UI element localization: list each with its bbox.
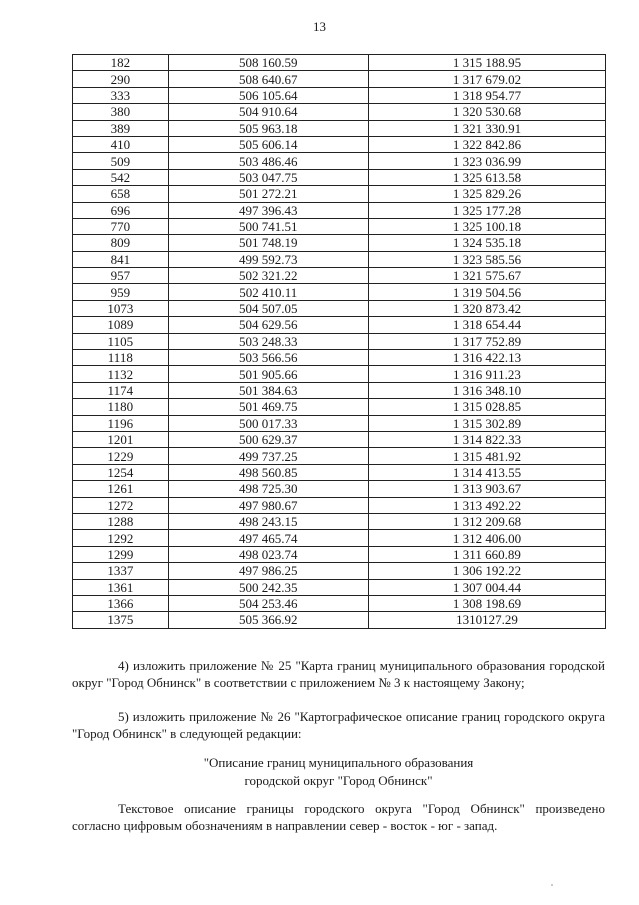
- y-coordinate-cell: 1 325 829.26: [368, 186, 605, 202]
- x-coordinate-cell: 505 366.92: [168, 612, 368, 628]
- point-number-cell: 1375: [73, 612, 169, 628]
- point-number-cell: 1229: [73, 448, 169, 464]
- table-row: [73, 563, 606, 579]
- x-coordinate-cell: 505 606.14: [168, 136, 368, 152]
- point-number-cell: 1366: [73, 595, 169, 611]
- x-coordinate-cell: 497 396.43: [168, 202, 368, 218]
- x-coordinate-cell: 503 566.56: [168, 350, 368, 366]
- table-row: [73, 169, 606, 185]
- y-coordinate-cell: 1 318 954.77: [368, 87, 605, 103]
- y-coordinate-cell: 1 317 679.02: [368, 71, 605, 87]
- x-coordinate-cell: 503 047.75: [168, 169, 368, 185]
- x-coordinate-cell: 504 629.56: [168, 317, 368, 333]
- table-row: [73, 136, 606, 152]
- table-row: [73, 595, 606, 611]
- point-number-cell: 841: [73, 251, 169, 267]
- coordinates-table-body: [73, 55, 606, 629]
- y-coordinate-cell: 1 321 575.67: [368, 268, 605, 284]
- scan-speck: [551, 884, 553, 886]
- table-row: [73, 612, 606, 628]
- table-row: [73, 104, 606, 120]
- x-coordinate-cell: 506 105.64: [168, 87, 368, 103]
- point-number-cell: 1174: [73, 382, 169, 398]
- point-number-cell: 1299: [73, 546, 169, 562]
- point-number-cell: 1254: [73, 464, 169, 480]
- x-coordinate-cell: 501 384.63: [168, 382, 368, 398]
- x-coordinate-cell: 500 017.33: [168, 415, 368, 431]
- table-row: [73, 350, 606, 366]
- y-coordinate-cell: 1 315 302.89: [368, 415, 605, 431]
- point-number-cell: 1180: [73, 399, 169, 415]
- y-coordinate-cell: 1 315 188.95: [368, 55, 605, 71]
- x-coordinate-cell: 500 242.35: [168, 579, 368, 595]
- y-coordinate-cell: 1 306 192.22: [368, 563, 605, 579]
- x-coordinate-cell: 502 410.11: [168, 284, 368, 300]
- y-coordinate-cell: 1 320 873.42: [368, 300, 605, 316]
- table-row: [73, 333, 606, 349]
- table-row: [73, 464, 606, 480]
- point-number-cell: 696: [73, 202, 169, 218]
- x-coordinate-cell: 501 272.21: [168, 186, 368, 202]
- point-number-cell: 809: [73, 235, 169, 251]
- x-coordinate-cell: 497 465.74: [168, 530, 368, 546]
- point-number-cell: 770: [73, 218, 169, 234]
- y-coordinate-cell: 1 323 036.99: [368, 153, 605, 169]
- point-number-cell: 389: [73, 120, 169, 136]
- y-coordinate-cell: 1 316 422.13: [368, 350, 605, 366]
- point-number-cell: 1361: [73, 579, 169, 595]
- y-coordinate-cell: 1 325 613.58: [368, 169, 605, 185]
- table-row: [73, 431, 606, 447]
- table-row: [73, 497, 606, 513]
- table-row: [73, 513, 606, 529]
- point-number-cell: 1118: [73, 350, 169, 366]
- table-row: [73, 382, 606, 398]
- y-coordinate-cell: 1 308 198.69: [368, 595, 605, 611]
- x-coordinate-cell: 503 486.46: [168, 153, 368, 169]
- y-coordinate-cell: 1 319 504.56: [368, 284, 605, 300]
- table-row: [73, 317, 606, 333]
- x-coordinate-cell: 504 507.05: [168, 300, 368, 316]
- point-number-cell: 542: [73, 169, 169, 185]
- point-number-cell: 182: [73, 55, 169, 71]
- x-coordinate-cell: 508 160.59: [168, 55, 368, 71]
- point-number-cell: 1073: [73, 300, 169, 316]
- table-row: [73, 481, 606, 497]
- table-row: [73, 153, 606, 169]
- table-row: [73, 218, 606, 234]
- x-coordinate-cell: 500 629.37: [168, 431, 368, 447]
- point-number-cell: 1105: [73, 333, 169, 349]
- description-text: Текстовое описание границы городского округа "Город Обнинск" произведено согласно цифровым обозначениям в направлении север - восток - юг - запад.: [72, 801, 605, 833]
- amendment-item-4: [72, 657, 605, 691]
- y-coordinate-cell: 1 313 903.67: [368, 481, 605, 497]
- table-row: [73, 71, 606, 87]
- y-coordinate-cell: 1 323 585.56: [368, 251, 605, 267]
- description-paragraph: [72, 800, 605, 834]
- table-row: [73, 87, 606, 103]
- x-coordinate-cell: 501 905.66: [168, 366, 368, 382]
- table-row: [73, 251, 606, 267]
- x-coordinate-cell: 504 910.64: [168, 104, 368, 120]
- x-coordinate-cell: 505 963.18: [168, 120, 368, 136]
- section-title: [72, 754, 605, 790]
- item-5-text: 5) изложить приложение № 26 "Картографическое описание границ городского округа "Город Обнинск" в следующей редакции:: [72, 709, 605, 741]
- point-number-cell: 1337: [73, 563, 169, 579]
- table-row: [73, 186, 606, 202]
- y-coordinate-cell: 1 313 492.22: [368, 497, 605, 513]
- y-coordinate-cell: 1310127.29: [368, 612, 605, 628]
- y-coordinate-cell: 1 316 348.10: [368, 382, 605, 398]
- table-row: [73, 55, 606, 71]
- table-row: [73, 284, 606, 300]
- y-coordinate-cell: 1 325 100.18: [368, 218, 605, 234]
- y-coordinate-cell: 1 312 209.68: [368, 513, 605, 529]
- x-coordinate-cell: 503 248.33: [168, 333, 368, 349]
- y-coordinate-cell: 1 321 330.91: [368, 120, 605, 136]
- point-number-cell: 290: [73, 71, 169, 87]
- point-number-cell: 509: [73, 153, 169, 169]
- point-number-cell: 1196: [73, 415, 169, 431]
- y-coordinate-cell: 1 320 530.68: [368, 104, 605, 120]
- section-title-line-2: городской округ "Город Обнинск": [244, 773, 433, 788]
- x-coordinate-cell: 497 986.25: [168, 563, 368, 579]
- x-coordinate-cell: 501 469.75: [168, 399, 368, 415]
- point-number-cell: 333: [73, 87, 169, 103]
- point-number-cell: 1089: [73, 317, 169, 333]
- y-coordinate-cell: 1 311 660.89: [368, 546, 605, 562]
- y-coordinate-cell: 1 324 535.18: [368, 235, 605, 251]
- y-coordinate-cell: 1 307 004.44: [368, 579, 605, 595]
- y-coordinate-cell: 1 316 911.23: [368, 366, 605, 382]
- point-number-cell: 957: [73, 268, 169, 284]
- x-coordinate-cell: 501 748.19: [168, 235, 368, 251]
- y-coordinate-cell: 1 315 481.92: [368, 448, 605, 464]
- point-number-cell: 1292: [73, 530, 169, 546]
- point-number-cell: 1272: [73, 497, 169, 513]
- x-coordinate-cell: 500 741.51: [168, 218, 368, 234]
- point-number-cell: 410: [73, 136, 169, 152]
- x-coordinate-cell: 497 980.67: [168, 497, 368, 513]
- table-row: [73, 579, 606, 595]
- table-row: [73, 530, 606, 546]
- table-row: [73, 546, 606, 562]
- table-row: [73, 399, 606, 415]
- x-coordinate-cell: 498 243.15: [168, 513, 368, 529]
- table-row: [73, 120, 606, 136]
- table-row: [73, 366, 606, 382]
- x-coordinate-cell: 502 321.22: [168, 268, 368, 284]
- x-coordinate-cell: 508 640.67: [168, 71, 368, 87]
- point-number-cell: 1201: [73, 431, 169, 447]
- point-number-cell: 1261: [73, 481, 169, 497]
- y-coordinate-cell: 1 315 028.85: [368, 399, 605, 415]
- table-row: [73, 235, 606, 251]
- section-title-line-1: "Описание границ муниципального образования: [203, 755, 474, 770]
- x-coordinate-cell: 499 737.25: [168, 448, 368, 464]
- point-number-cell: 959: [73, 284, 169, 300]
- point-number-cell: 1288: [73, 513, 169, 529]
- page-number: 13: [313, 19, 326, 34]
- y-coordinate-cell: 1 312 406.00: [368, 530, 605, 546]
- amendment-item-5: [72, 708, 605, 742]
- point-number-cell: 658: [73, 186, 169, 202]
- y-coordinate-cell: 1 322 842.86: [368, 136, 605, 152]
- table-row: [73, 448, 606, 464]
- x-coordinate-cell: 498 560.85: [168, 464, 368, 480]
- y-coordinate-cell: 1 325 177.28: [368, 202, 605, 218]
- x-coordinate-cell: 504 253.46: [168, 595, 368, 611]
- coordinates-table: [72, 54, 606, 629]
- x-coordinate-cell: 499 592.73: [168, 251, 368, 267]
- y-coordinate-cell: 1 317 752.89: [368, 333, 605, 349]
- point-number-cell: 1132: [73, 366, 169, 382]
- table-row: [73, 202, 606, 218]
- y-coordinate-cell: 1 314 822.33: [368, 431, 605, 447]
- table-row: [73, 300, 606, 316]
- point-number-cell: 380: [73, 104, 169, 120]
- table-row: [73, 415, 606, 431]
- x-coordinate-cell: 498 725.30: [168, 481, 368, 497]
- item-4-text: 4) изложить приложение № 25 "Карта границ муниципального образования городской округ "Город Обнинск" в соответствии с приложением № 3 к настоящему Закону;: [72, 658, 605, 690]
- x-coordinate-cell: 498 023.74: [168, 546, 368, 562]
- y-coordinate-cell: 1 314 413.55: [368, 464, 605, 480]
- y-coordinate-cell: 1 318 654.44: [368, 317, 605, 333]
- table-row: [73, 268, 606, 284]
